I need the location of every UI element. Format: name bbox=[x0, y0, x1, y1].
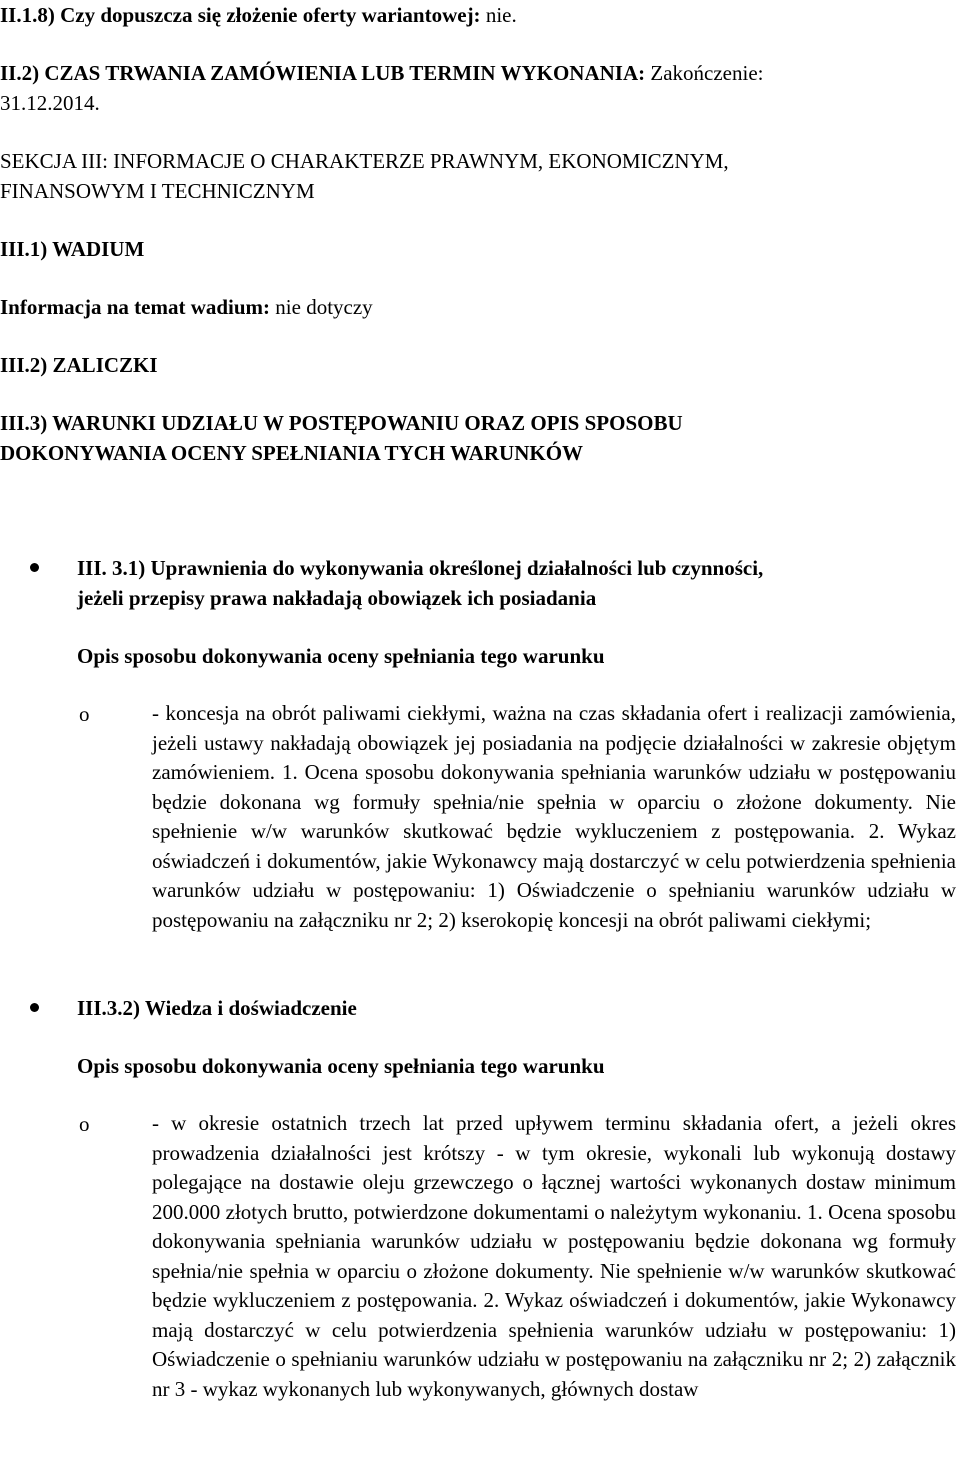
section-iii-2-heading: III.2) ZALICZKI bbox=[0, 353, 158, 377]
section-value: nie dotyczy bbox=[270, 295, 373, 319]
item-2-title: III.3.2) Wiedza i doświadczenie bbox=[77, 996, 357, 1020]
item-1-subheading: Opis sposobu dokonywania oceny spełniania tego warunku bbox=[77, 644, 605, 668]
bullet-icon bbox=[30, 1003, 39, 1012]
section-label: II.1.8) Czy dopuszcza się złożenie oferty wariantowej: bbox=[0, 3, 481, 27]
item-1-title-line1: III. 3.1) Uprawnienia do wykonywania określonej działalności lub czynności, bbox=[77, 556, 764, 580]
section-value: nie. bbox=[480, 3, 517, 27]
section-iii-title-line2: FINANSOWYM I TECHNICZNYM bbox=[0, 179, 315, 203]
section-ii-2-date: 31.12.2014. bbox=[0, 91, 100, 115]
item-2-description: - w okresie ostatnich trzech lat przed upływem terminu składania ofert, a jeżeli okres prowadzenia działalności jest krótszy - w tym okresie, wykonali lub wykonują dostawy polegające na dostawie oleju grzewczego o łącznej wartości wykonanych dostaw minimum 200.000 złotych brutto, potwierdzone dokumentami o należytym wykonaniu. 1. Ocena sposobu dokonywania spełniania warunków udziału w postępowaniu będzie dokonana wg formuły spełnia/nie spełnia w oparciu o złożone dokumenty. Nie spełnienie w/w warunków skutkować będzie wykluczeniem z postępowania. 2. Wykaz oświadczeń i dokumentów, jakie Wykonawcy mają dostarczyć w celu potwierdzenia spełnienia warunków udziału w postępowaniu: 1) Oświadczenie o spełnianiu warunków udziału w postępowaniu na załączniku nr 2; 2) załącznik nr 3 - wykaz wykonanych lub wykonywanych, głównych dostaw bbox=[152, 1111, 956, 1401]
section-value: Zakończenie: bbox=[645, 61, 764, 85]
section-iii-3-heading-line1: III.3) WARUNKI UDZIAŁU W POSTĘPOWANIU ORAZ OPIS SPOSOBU bbox=[0, 411, 683, 435]
section-label: II.2) CZAS TRWANIA ZAMÓWIENIA LUB TERMIN WYKONANIA: bbox=[0, 61, 646, 85]
circle-bullet-icon: o bbox=[79, 702, 90, 726]
section-label: Informacja na temat wadium: bbox=[0, 295, 271, 319]
section-iii-3-heading-line2: DOKONYWANIA OCENY SPEŁNIANIA TYCH WARUNKÓW bbox=[0, 441, 584, 465]
item-1-title-line2: jeżeli przepisy prawa nakładają obowiązek ich posiadania bbox=[77, 586, 597, 610]
circle-bullet-icon: o bbox=[79, 1112, 90, 1136]
item-1-description: - koncesja na obrót paliwami ciekłymi, ważna na czas składania ofert i realizacji zamówienia, jeżeli ustawy nakładają obowiązek jej posiadania na podjęcie działalności w zakresie objętym zamówieniem. 1. Ocena sposobu dokonywania spełniania warunków udziału w postępowaniu będzie dokonana wg formuły spełnia/nie spełnia w oparciu o złożone dokumenty. Nie spełnienie w/w warunków skutkować będzie wykluczeniem z postępowania. 2. Wykaz oświadczeń i dokumentów, jakie Wykonawcy mają dostarczyć w celu potwierdzenia spełnienia warunków udziału w postępowaniu: 1) Oświadczenie o spełnianiu warunków udziału w postępowaniu na załączniku nr 2; 2) kserokopię koncesji na obrót paliwami ciekłymi; bbox=[152, 701, 956, 932]
item-2-subheading: Opis sposobu dokonywania oceny spełniania tego warunku bbox=[77, 1054, 605, 1078]
section-ii-2 bbox=[0, 58, 763, 88]
section-iii-title-line1: SEKCJA III: INFORMACJE O CHARAKTERZE PRAWNYM, EKONOMICZNYM, bbox=[0, 149, 729, 173]
section-iii-1-info bbox=[0, 292, 373, 322]
section-ii-1-8 bbox=[0, 0, 517, 30]
bullet-icon bbox=[30, 563, 39, 572]
section-iii-1-heading: III.1) WADIUM bbox=[0, 237, 145, 261]
